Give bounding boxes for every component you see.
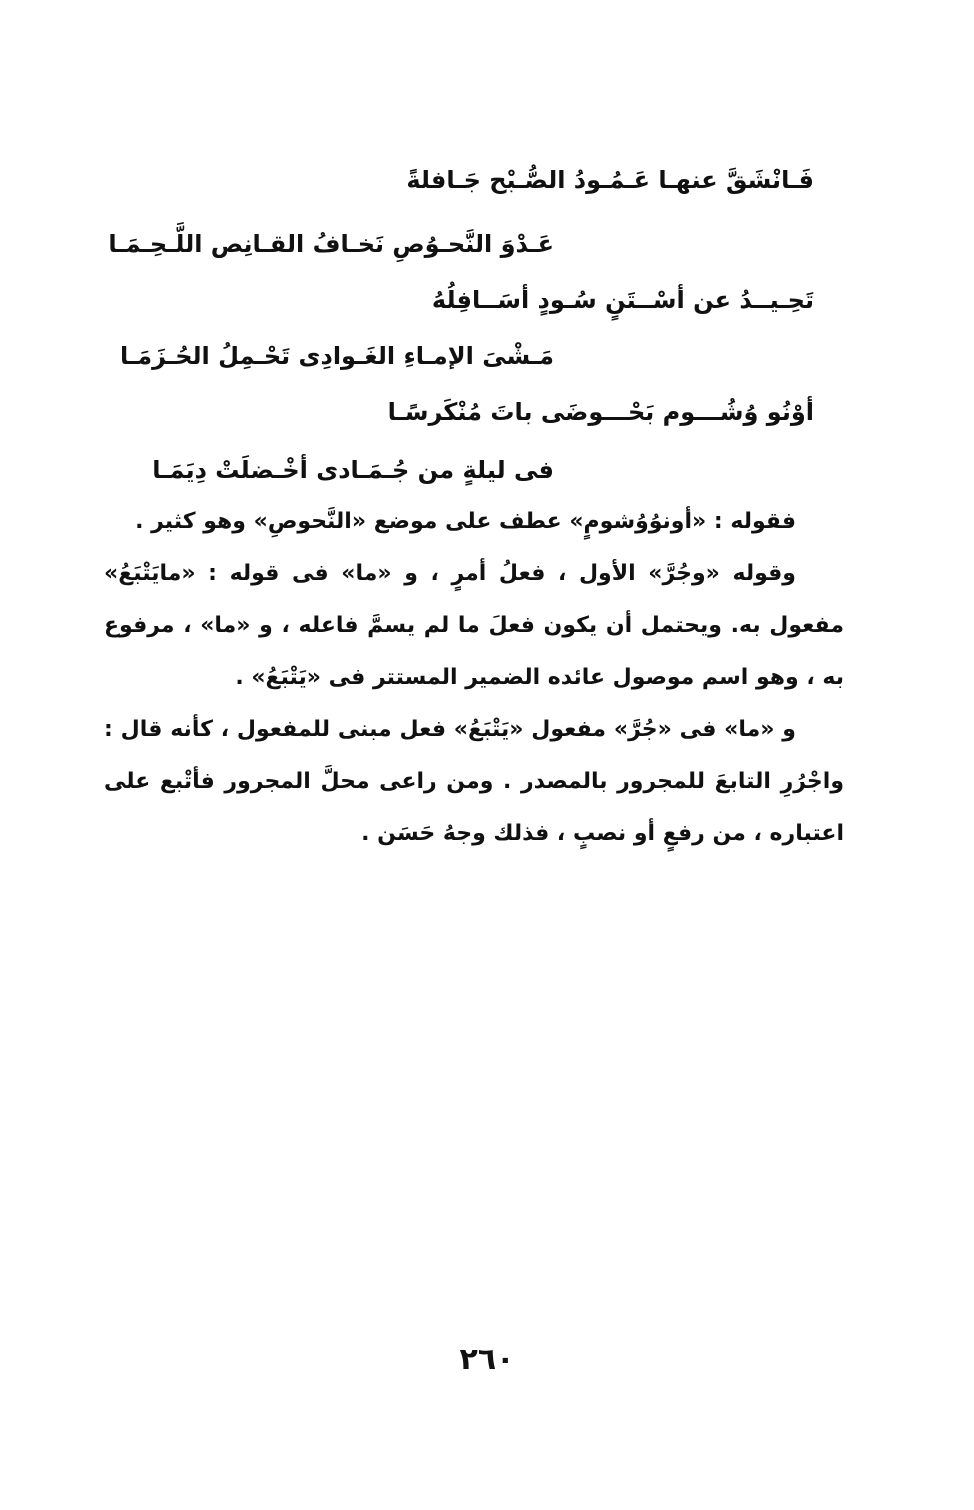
commentary-paragraph-2: وقوله «وجُرَّ» الأول ، فعلُ أمرٍ ، و «ما» فى قوله : «مايَتْبَعُ» مفعول به. ويحتمل أن يكون فعلَ ما لم يسمَّ فاعله ، و «ما» ، مرفوع به ، وهو اسم موصول عائده الضمير المستتر فى «يَتْبَعُ» . <box>104 561 844 690</box>
poem-line-5: أوْنُو وُشُـــوم بَحْـــوضَى باتَ مُنْكَرسًـا <box>387 398 814 426</box>
commentary-paragraph-1: فقوله : «أونوُوُشومٍ» عطف على موضع «النَّحوصِ» وهو كثير . <box>135 509 796 534</box>
poem-line-2: عَـدْوَ النَّحـوُصِ نَخـافُ القـانِص اللَّـحِـمَـا <box>108 230 554 258</box>
poem-line-1: فَـانْشَقَّ عنهـا عَـمُـودُ الصُّـبْح جَـافلةً <box>406 166 814 194</box>
poem-line-3: تَحِـيــدُ عن أسْــتَنٍ سُـودٍ أسَــافِلُهُ <box>431 286 814 314</box>
page-number: ٢٦٠ <box>459 1342 515 1377</box>
poem-line-4: مَـشْىَ الإمـاءِ الغَـوادِى تَحْـمِلُ الحُـزَمَـا <box>120 342 554 370</box>
commentary <box>104 496 844 860</box>
poem-line-6: فى ليلةٍ من جُـمَـادى أخْـضلَتْ دِيَمَـا <box>152 456 554 484</box>
commentary-paragraph-3: و «ما» فى «جُرَّ» مفعول «يَتْبَعُ» فعل مبنى للمفعول ، كأنه قال : واجْرُرِ التابعَ للمجرور بالمصدر . ومن راعى محلَّ المجرور فأتْبع على اعتباره ، من رفعٍ أو نصبٍ ، فذلك وجهُ حَسَن . <box>104 717 844 846</box>
